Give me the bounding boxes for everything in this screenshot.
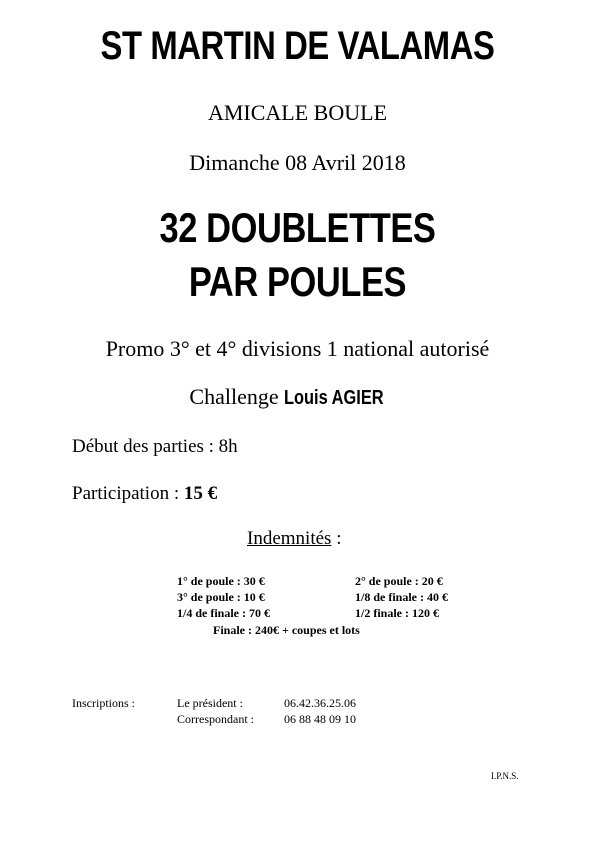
prize-final: Finale : 240€ + coupes et lots xyxy=(213,623,360,637)
start-time: Début des parties : 8h xyxy=(72,436,238,457)
correspondant-phone: 06 88 48 09 10 xyxy=(284,712,356,726)
president-phone: 06.42.36.25.06 xyxy=(284,696,356,710)
promo-text: Promo 3° et 4° divisions 1 national autorisé xyxy=(105,336,490,361)
correspondant-label: Correspondant : xyxy=(177,712,254,726)
page-title: ST MARTIN DE VALAMAS xyxy=(100,24,495,68)
prize-item: 1/2 finale : 120 € xyxy=(355,606,439,620)
prize-item: 2° de poule : 20 € xyxy=(355,574,443,588)
fee-label: Participation : xyxy=(72,483,180,504)
prize-item: 1/8 de finale : 40 € xyxy=(355,590,448,604)
event-format-line2: PAR POULES xyxy=(188,258,407,305)
challenge-prefix: Challenge xyxy=(189,384,279,409)
prize-item: 1/4 de finale : 70 € xyxy=(177,606,270,620)
challenge-name: Louis AGIER xyxy=(284,387,384,409)
event-date: Dimanche 08 Avril 2018 xyxy=(189,150,406,175)
event-format-line1: 32 DOUBLETTES xyxy=(159,204,436,251)
ipns-mention: I.P.N.S. xyxy=(491,771,519,781)
indemnites-title: Indemnités xyxy=(247,528,332,549)
fee-value: 15 € xyxy=(183,483,218,504)
inscriptions-label: Inscriptions : xyxy=(72,696,135,710)
prize-item: 1° de poule : 30 € xyxy=(177,574,265,588)
club-name: AMICALE BOULE xyxy=(207,100,388,125)
challenge-line xyxy=(0,384,595,410)
indemnites-colon: : xyxy=(331,528,342,549)
president-label: Le président : xyxy=(177,696,243,710)
prize-item: 3° de poule : 10 € xyxy=(177,590,265,604)
participation-fee xyxy=(72,483,217,505)
indemnites-heading xyxy=(247,528,341,550)
